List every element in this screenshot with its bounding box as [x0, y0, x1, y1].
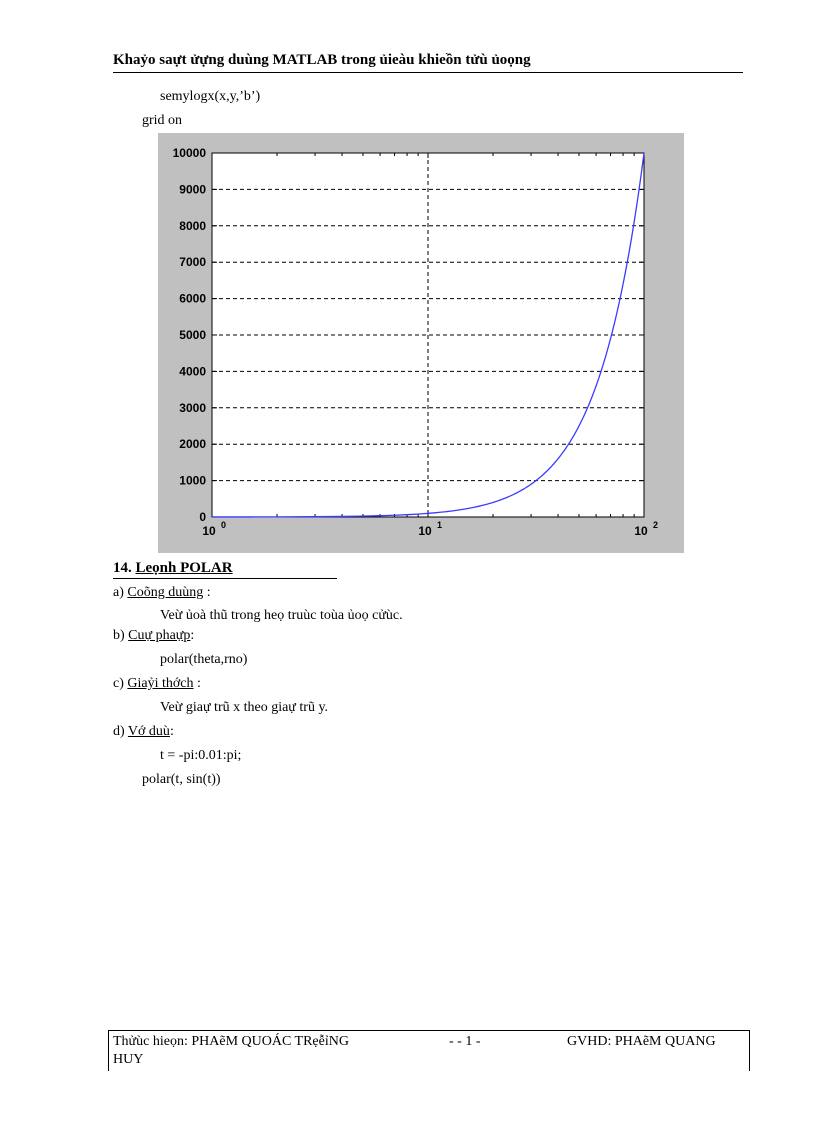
item-c-marker: c) — [113, 676, 124, 691]
section-title: Leọnh POLAR — [135, 560, 233, 576]
item-a-label: Coõng duùng — [127, 585, 204, 600]
y-tick-label: 10000 — [172, 146, 206, 160]
x-tick-exponent: 1 — [437, 520, 443, 530]
item-a-text: Veừ ủoà thũ trong heọ truùc toùa ủoọ cửùc. — [160, 608, 403, 623]
y-tick-label: 5000 — [179, 328, 206, 342]
item-a — [113, 585, 211, 601]
item-d-label: Vớ duù — [127, 724, 170, 739]
semilogx-figure — [158, 133, 684, 553]
footer-page-number: - - 1 - — [449, 1034, 481, 1049]
x-tick-exponent: 2 — [653, 520, 659, 530]
item-a-colon: : — [203, 585, 211, 600]
item-d-code2: polar(t, sin(t)) — [142, 772, 221, 787]
item-d — [113, 724, 174, 740]
y-tick-label: 8000 — [179, 218, 206, 233]
item-b-text: polar(theta,rno) — [160, 652, 248, 667]
item-b-colon: : — [190, 628, 195, 643]
y-tick-label: 7000 — [179, 255, 206, 270]
section-heading — [113, 560, 337, 579]
y-tick-label: 6000 — [179, 291, 206, 306]
code-line-grid: grid on — [142, 113, 183, 128]
y-tick-label: 9000 — [179, 182, 206, 197]
section-number: 14. — [113, 560, 132, 576]
item-b — [113, 628, 194, 644]
item-c-colon: : — [193, 676, 201, 691]
x-tick-label: 10 — [634, 524, 648, 538]
footer-supervisor: GVHD: PHAẽM QUANG — [567, 1034, 716, 1049]
item-b-label: Cuự phaựp — [128, 628, 191, 643]
x-tick-label: 10 — [418, 524, 432, 538]
code-line-semilogx: semylogx(x,y,’b’) — [160, 89, 261, 104]
item-a-marker: a) — [113, 585, 124, 600]
item-c — [113, 676, 201, 692]
y-tick-label: 0 — [199, 510, 206, 524]
footer-author: Thửùc hieọn: PHAẽM QUOÁC TRẹễỉNG — [113, 1034, 349, 1049]
item-b-marker: b) — [113, 628, 125, 643]
item-d-colon: : — [169, 724, 174, 739]
item-c-text: Veừ giaự trũ x theo giaự trũ y. — [160, 700, 329, 715]
page-footer — [108, 1030, 750, 1071]
y-tick-label: 4000 — [179, 364, 206, 379]
item-c-label: Giaỷi thớch — [127, 676, 194, 691]
y-tick-label: 3000 — [179, 400, 206, 415]
semilogx-chart — [158, 133, 684, 553]
y-tick-label: 2000 — [179, 437, 206, 452]
x-tick-exponent: 0 — [221, 520, 227, 530]
footer-author-cont: HUY — [113, 1052, 144, 1067]
page-header: Khaỷo saựt ửựng duùng MATLAB trong ủieàu khieồn tửù ủoọng — [113, 52, 743, 73]
y-tick-label: 1000 — [179, 473, 206, 488]
item-d-code1: t = -pi:0.01:pi; — [160, 748, 242, 763]
item-d-marker: d) — [113, 724, 125, 739]
x-tick-label: 10 — [202, 524, 216, 538]
